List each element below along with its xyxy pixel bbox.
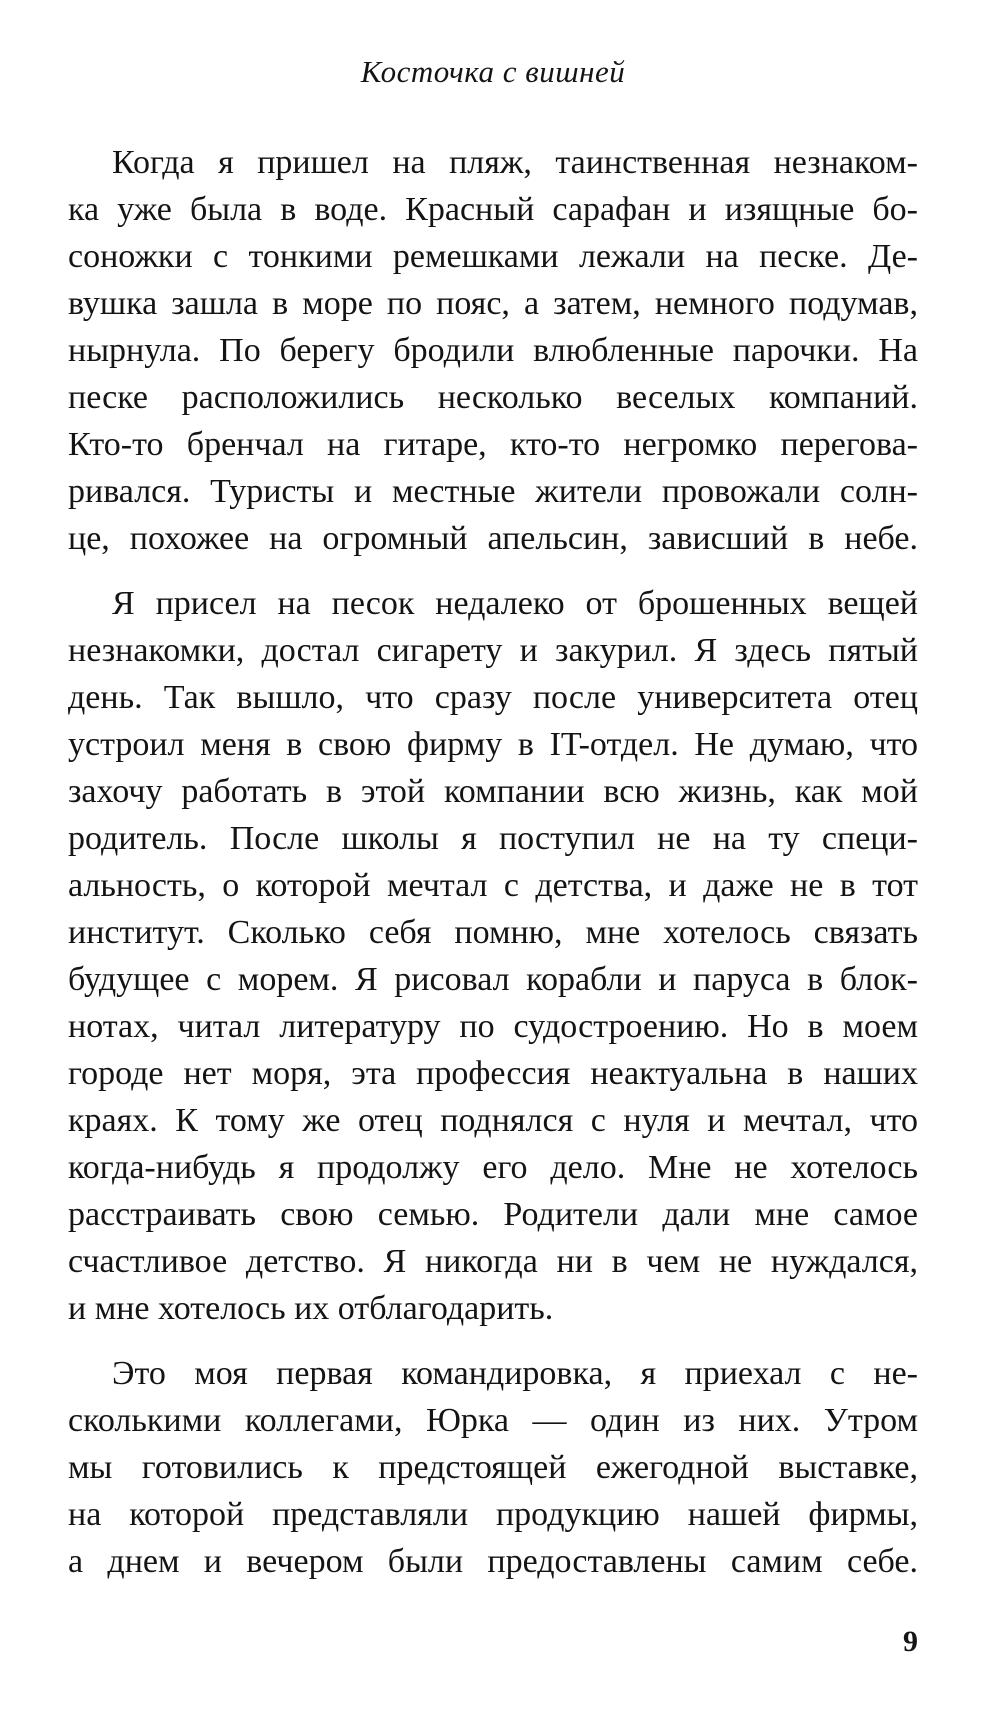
- running-head: Косточка с вишней: [360, 54, 626, 89]
- text-line: родитель. После школы я поступил не на ту специ-: [68, 820, 918, 857]
- text-line: нотах, читал литературу по судостроению. Но в моем: [68, 1008, 918, 1045]
- text-line: вушка зашла в море по пояс, а затем, немного подумав,: [68, 285, 918, 322]
- text-line: мы готовились к предстоящей ежегодной выставке,: [68, 1449, 918, 1486]
- paragraph: [68, 1350, 918, 1585]
- text-line: счастливое детство. Я никогда ни в чем не нуждался,: [68, 1243, 918, 1280]
- text-line: Я присел на песок недалеко от брошенных вещей: [112, 585, 918, 622]
- text-line: соножки с тонкими ремешками лежали на песке. Де-: [68, 238, 918, 275]
- body-text: [68, 139, 918, 1603]
- text-line: це, похожее на огромный апельсин, зависший в небе.: [68, 520, 918, 557]
- text-line: будущее с морем. Я рисовал корабли и паруса в блок-: [68, 961, 918, 998]
- text-line: устроил меня в свою фирму в IT-отдел. Не думаю, что: [68, 726, 918, 763]
- text-line: а днем и вечером были предоставлены самим себе.: [68, 1543, 918, 1580]
- text-line: на которой представляли продукцию нашей фирмы,: [68, 1496, 918, 1533]
- text-line: незнакомки, достал сигарету и закурил. Я здесь пятый: [68, 632, 918, 669]
- text-line: ривался. Туристы и местные жители провожали солн-: [68, 473, 918, 510]
- text-line: институт. Сколько себя помню, мне хотелось связать: [68, 914, 918, 951]
- text-line: Это моя первая командировка, я приехал с не-: [112, 1355, 918, 1392]
- text-line: Когда я пришел на пляж, таинственная незнаком-: [112, 144, 918, 181]
- text-line: городе нет моря, эта профессия неактуальна в наших: [68, 1055, 918, 1092]
- text-line: Кто-то бренчал на гитаре, кто-то негромко перегова-: [68, 426, 918, 463]
- text-line: ка уже была в воде. Красный сарафан и изящные бо-: [68, 191, 918, 228]
- text-line: когда-нибудь я продолжу его дело. Мне не хотелось: [68, 1149, 918, 1186]
- text-line: краях. К тому же отец поднялся с нуля и мечтал, что: [68, 1102, 918, 1139]
- paragraph: [68, 139, 918, 562]
- text-line: день. Так вышло, что сразу после университета отец: [68, 679, 918, 716]
- page-number: 9: [903, 1625, 918, 1658]
- paragraph: [68, 580, 918, 1332]
- text-line: захочу работать в этой компании всю жизнь, как мой: [68, 773, 918, 810]
- text-line: расстраивать свою семью. Родители дали мне самое: [68, 1196, 918, 1233]
- text-line: сколькими коллегами, Юрка — один из них. Утром: [68, 1402, 918, 1439]
- text-line: и мне хотелось их отблагодарить.: [68, 1290, 554, 1327]
- text-line: нырнула. По берегу бродили влюбленные парочки. На: [68, 332, 918, 369]
- text-line: песке расположились несколько веселых компаний.: [68, 379, 918, 416]
- text-line: альность, о которой мечтал с детства, и даже не в тот: [68, 867, 918, 904]
